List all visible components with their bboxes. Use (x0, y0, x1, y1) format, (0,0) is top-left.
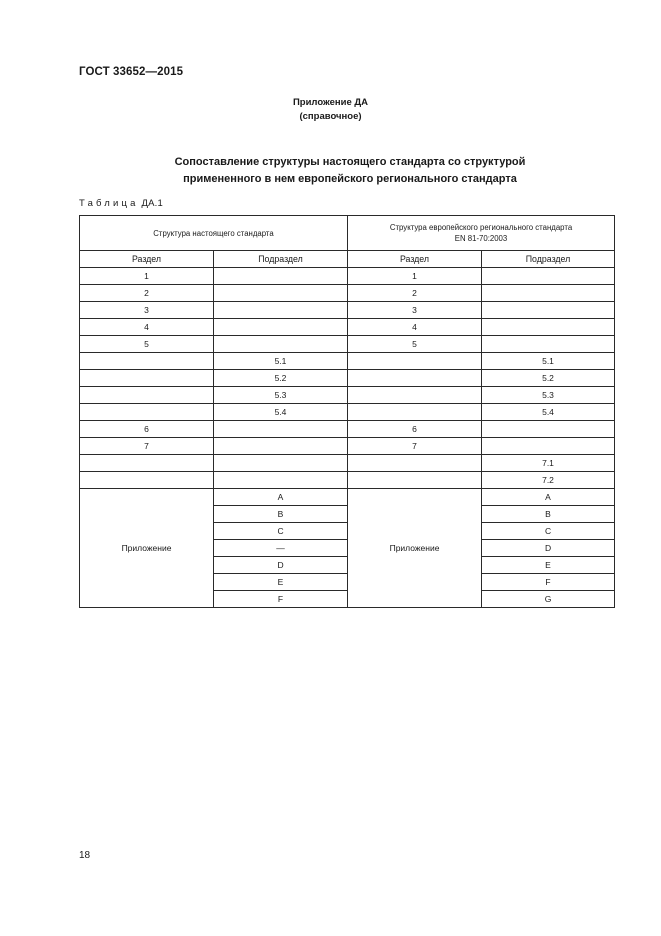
table-row (80, 387, 615, 404)
cell-european-subsection: 5.2 (482, 370, 615, 387)
cell-national-section (80, 370, 214, 387)
cell-european-section (348, 370, 482, 387)
section-title (0, 154, 661, 188)
cell-national-subsection (214, 455, 348, 472)
table-row (80, 268, 615, 285)
column-header-section: Раздел (348, 251, 482, 268)
cell-national-section (80, 455, 214, 472)
group-header-national: Структура настоящего стандарта (80, 216, 348, 251)
cell-european-appendix: F (482, 574, 615, 591)
cell-national-section (80, 353, 214, 370)
table-column-header-row (80, 251, 615, 268)
cell-european-section (348, 387, 482, 404)
cell-european-subsection: 5.4 (482, 404, 615, 421)
table-row (80, 302, 615, 319)
table-row (80, 404, 615, 421)
cell-european-section (348, 404, 482, 421)
table-row (80, 438, 615, 455)
cell-national-appendix: C (214, 523, 348, 540)
cell-european-subsection (482, 438, 615, 455)
cell-european-subsection: 7.1 (482, 455, 615, 472)
column-header-subsection: Подраздел (214, 251, 348, 268)
cell-national-appendix: A (214, 489, 348, 506)
cell-national-subsection (214, 319, 348, 336)
table-row (80, 472, 615, 489)
cell-european-appendix: G (482, 591, 615, 608)
group-header-european-line-2: EN 81-70:2003 (454, 234, 508, 243)
group-header-european (348, 216, 615, 251)
cell-european-section: 2 (348, 285, 482, 302)
cell-european-section (348, 472, 482, 489)
cell-national-subsection (214, 438, 348, 455)
table-row (80, 370, 615, 387)
cell-national-section: 2 (80, 285, 214, 302)
cell-european-subsection: 7.2 (482, 472, 615, 489)
column-header-subsection: Подраздел (482, 251, 615, 268)
cell-national-appendix: F (214, 591, 348, 608)
cell-national-section: 5 (80, 336, 214, 353)
cell-european-section: 4 (348, 319, 482, 336)
cell-european-appendix: D (482, 540, 615, 557)
cell-national-appendix: E (214, 574, 348, 591)
cell-national-appendix: — (214, 540, 348, 557)
cell-national-section (80, 472, 214, 489)
cell-national-section: 3 (80, 302, 214, 319)
cell-national-subsection (214, 336, 348, 353)
appendix-label-european: Приложение (348, 489, 482, 608)
cell-european-section: 5 (348, 336, 482, 353)
table-row (80, 455, 615, 472)
cell-european-appendix: E (482, 557, 615, 574)
cell-national-section (80, 404, 214, 421)
group-header-european-line-1: Структура европейского регионального стандарта (389, 223, 573, 232)
appendix-heading (0, 96, 661, 124)
table-row (80, 285, 615, 302)
cell-european-section (348, 455, 482, 472)
section-title-line-2: примененного в нем европейского регионального стандарта (183, 173, 517, 185)
cell-european-appendix: B (482, 506, 615, 523)
cell-national-subsection: 5.2 (214, 370, 348, 387)
appendix-title: Приложение ДА (292, 97, 369, 108)
table-row (80, 336, 615, 353)
cell-national-subsection (214, 472, 348, 489)
cell-national-appendix: B (214, 506, 348, 523)
document-header: ГОСТ 33652—2015 (79, 66, 184, 78)
section-title-line-1: Сопоставление структуры настоящего стандарта со структурой (174, 156, 526, 168)
cell-european-subsection: 5.3 (482, 387, 615, 404)
appendix-note: (справочное) (299, 111, 362, 122)
cell-european-section: 7 (348, 438, 482, 455)
column-header-section: Раздел (80, 251, 214, 268)
cell-european-subsection (482, 302, 615, 319)
cell-national-subsection: 5.4 (214, 404, 348, 421)
structure-comparison-table (79, 215, 615, 608)
cell-european-subsection (482, 285, 615, 302)
appendix-row (80, 489, 615, 506)
cell-european-subsection (482, 319, 615, 336)
cell-european-appendix: A (482, 489, 615, 506)
cell-national-section: 1 (80, 268, 214, 285)
cell-national-subsection (214, 285, 348, 302)
cell-european-appendix: C (482, 523, 615, 540)
table-caption-number: ДА.1 (141, 198, 163, 209)
appendix-label-national: Приложение (80, 489, 214, 608)
cell-national-section (80, 387, 214, 404)
cell-national-section: 4 (80, 319, 214, 336)
cell-national-subsection (214, 302, 348, 319)
table-row (80, 319, 615, 336)
cell-national-subsection: 5.3 (214, 387, 348, 404)
table-group-header-row (80, 216, 615, 251)
cell-european-section: 6 (348, 421, 482, 438)
table-row (80, 353, 615, 370)
table-caption (79, 198, 163, 209)
cell-european-section: 1 (348, 268, 482, 285)
cell-european-subsection (482, 336, 615, 353)
cell-european-subsection (482, 421, 615, 438)
page-number: 18 (79, 850, 91, 861)
table-caption-word: Таблица (79, 198, 139, 209)
cell-european-section (348, 353, 482, 370)
cell-european-section: 3 (348, 302, 482, 319)
cell-european-subsection (482, 268, 615, 285)
cell-national-section: 6 (80, 421, 214, 438)
cell-national-section: 7 (80, 438, 214, 455)
cell-european-subsection: 5.1 (482, 353, 615, 370)
cell-national-subsection (214, 421, 348, 438)
cell-national-appendix: D (214, 557, 348, 574)
cell-national-subsection: 5.1 (214, 353, 348, 370)
cell-national-subsection (214, 268, 348, 285)
table-row (80, 421, 615, 438)
